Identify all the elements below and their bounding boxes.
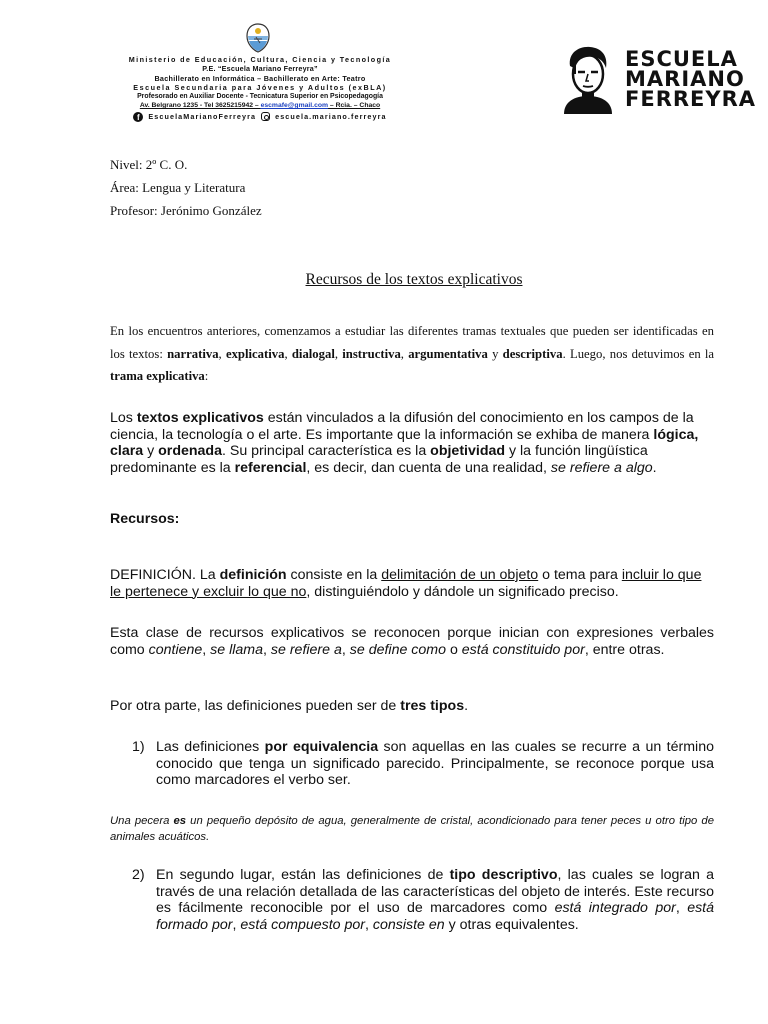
text: y xyxy=(143,443,159,459)
provincial-crest-icon xyxy=(245,22,271,54)
text: y otras equivalentes. xyxy=(444,916,579,933)
facebook-icon: f xyxy=(133,112,143,122)
text: Los xyxy=(110,410,137,426)
text: , xyxy=(263,641,271,658)
recursos-heading: Recursos: xyxy=(110,511,180,527)
institution-line: P.E. “Escuela Mariano Ferreyra” xyxy=(202,64,318,74)
list-item xyxy=(132,867,714,933)
text: , es decir, dan cuenta de una realidad, xyxy=(306,459,551,476)
letterhead xyxy=(0,0,768,140)
school-logo-text xyxy=(625,49,755,109)
text: o xyxy=(446,641,462,658)
text: En segundo lugar, están las definiciones de xyxy=(156,867,450,883)
italic-term: contiene xyxy=(148,641,203,658)
course-info xyxy=(110,153,262,222)
italic-term: está constituido por xyxy=(461,641,585,658)
list-number: 2) xyxy=(132,867,145,883)
page-title-text: Recursos de los textos explicativos xyxy=(305,271,523,288)
text: , xyxy=(400,346,409,361)
institution-line: Escuela Secundaria para Jóvenes y Adultos (exBLA) xyxy=(133,82,387,92)
text: y la función lingüística predominante es la xyxy=(110,443,648,476)
intro-paragraph xyxy=(110,320,714,388)
text: , xyxy=(365,916,373,933)
institution-line: Bachillerato en Informática – Bachillerato en Arte: Teatro xyxy=(154,73,366,83)
nivel-line: Nivel: 2º C. O. xyxy=(110,157,188,172)
text: , xyxy=(218,346,226,361)
text: DEFINICIÓN. La xyxy=(110,567,220,583)
text: En los encuentros anteriores, comenzamos a estudiar las diferentes tramas textuales que pueden ser identificadas en los textos: xyxy=(110,324,714,361)
logo-line: ESCUELA xyxy=(625,47,738,71)
text: y xyxy=(487,346,503,361)
instagram-icon xyxy=(261,112,270,121)
bold-term: definición xyxy=(219,567,287,583)
institution-line: Profesorado en Auxiliar Docente - Tecnicatura Superior en Psicopedagogía xyxy=(137,93,383,101)
social-line xyxy=(110,112,410,122)
text: un pequeño depósito de agua, generalmente de cristal, acondicionado para tener peces u otro tipo de animales acuáticos. xyxy=(110,815,714,843)
example-sentence xyxy=(110,813,714,845)
bold-term: es xyxy=(173,815,187,827)
text: , xyxy=(232,916,241,933)
italic-term: está formado por xyxy=(156,900,715,933)
text: . xyxy=(652,459,657,476)
text: , xyxy=(202,641,211,658)
logo-line: MARIANO xyxy=(625,67,745,91)
text: Una pecera xyxy=(110,815,174,827)
text: , xyxy=(341,641,350,658)
bold-term: argumentativa xyxy=(408,346,488,361)
address: Av. Belgrano 1235 - Tel 3625215942 – xyxy=(139,102,261,110)
bold-term: narrativa xyxy=(167,346,219,361)
text: están vinculados a la difusión del conocimiento en los campos de la ciencia, la tecnología o el arte. Es importante que la información se exhiba de manera xyxy=(110,410,694,443)
text: o tema para xyxy=(538,567,622,583)
italic-term: se llama xyxy=(210,641,264,658)
text: . xyxy=(464,698,469,714)
profesor-line: Profesor: Jerónimo González xyxy=(110,203,262,218)
bold-term: instructiva xyxy=(342,346,401,361)
area-line: Área: Lengua y Literatura xyxy=(110,180,246,195)
bold-term: trama explicativa xyxy=(110,369,205,383)
bold-term: textos explicativos xyxy=(136,410,264,426)
text: , distinguiéndolo y dándole un significado preciso. xyxy=(306,583,619,600)
list-item-body xyxy=(156,739,714,789)
bold-term: referencial xyxy=(234,459,307,476)
text: Las definiciones xyxy=(156,739,265,755)
school-logo-face-icon xyxy=(556,44,620,116)
italic-term: consiste en xyxy=(372,916,445,933)
text: consiste en la xyxy=(286,567,382,583)
underlined-term: delimitación de un objeto xyxy=(381,567,539,583)
text: , xyxy=(284,346,292,361)
facebook-handle: EscuelaMarianoFerreyra xyxy=(148,112,257,122)
text: : xyxy=(204,369,209,383)
text: . Luego, nos detuvimos en la xyxy=(562,346,715,361)
italic-term: está integrado por xyxy=(554,900,676,916)
bold-term: explicativa xyxy=(225,346,285,361)
page-title xyxy=(0,271,768,289)
bold-term: descriptiva xyxy=(502,346,563,361)
text: , entre otras. xyxy=(584,641,665,658)
bold-term: tipo descriptivo xyxy=(449,867,558,883)
instagram-handle: escuela.mariano.ferreyra xyxy=(275,112,387,122)
bold-term: dialogal xyxy=(291,346,335,361)
address-line xyxy=(110,101,410,110)
list-number: 1) xyxy=(132,739,145,755)
location: – Rcia. – Chaco xyxy=(328,102,381,110)
definicion-paragraph xyxy=(110,567,714,600)
institution-info xyxy=(110,55,410,122)
italic-term: se refiere a xyxy=(270,641,342,658)
tipos-paragraph xyxy=(110,698,714,715)
list-item-body xyxy=(156,867,714,933)
text: Por otra parte, las definiciones pueden ser de xyxy=(110,698,401,714)
bold-term: tres tipos xyxy=(400,698,465,714)
bold-term: ordenada xyxy=(158,443,222,459)
bold-term: objetividad xyxy=(430,443,506,459)
italic-term: se refiere a algo xyxy=(550,459,653,476)
text: , xyxy=(675,900,688,916)
institution-line: Ministerio de Educación, Cultura, Ciencia y Tecnología xyxy=(128,55,392,64)
italic-term: está compuesto por xyxy=(240,916,365,933)
text: , xyxy=(334,346,343,361)
bold-term: por equivalencia xyxy=(264,739,379,755)
text: , las cuales se logran a través de una relación detallada de las características del objeto de interés. Este recurso es fácilmente reconocible por el uso de marcadores como xyxy=(156,867,714,916)
explicativos-paragraph xyxy=(110,410,714,476)
clase-paragraph xyxy=(110,625,714,658)
underlined-term: incluir lo que le pertenece y excluir lo que no xyxy=(110,567,702,600)
bold-term: lógica, clara xyxy=(110,426,699,459)
text: . Su principal característica es la xyxy=(221,443,431,459)
logo-line: FERREYRA xyxy=(625,87,757,111)
text: son aquellas en las cuales se recurre a un término conocido que tenga un significado parecido. Principalmente, se reconoce porque usa como marcadores el verbo ser. xyxy=(156,739,714,788)
italic-term: se define como xyxy=(349,641,446,658)
email-link[interactable]: escmafe@gmail.com xyxy=(260,102,329,110)
text: Esta clase de recursos explicativos se reconocen porque inician con expresiones verbales como xyxy=(110,625,714,658)
list-item xyxy=(132,739,714,789)
